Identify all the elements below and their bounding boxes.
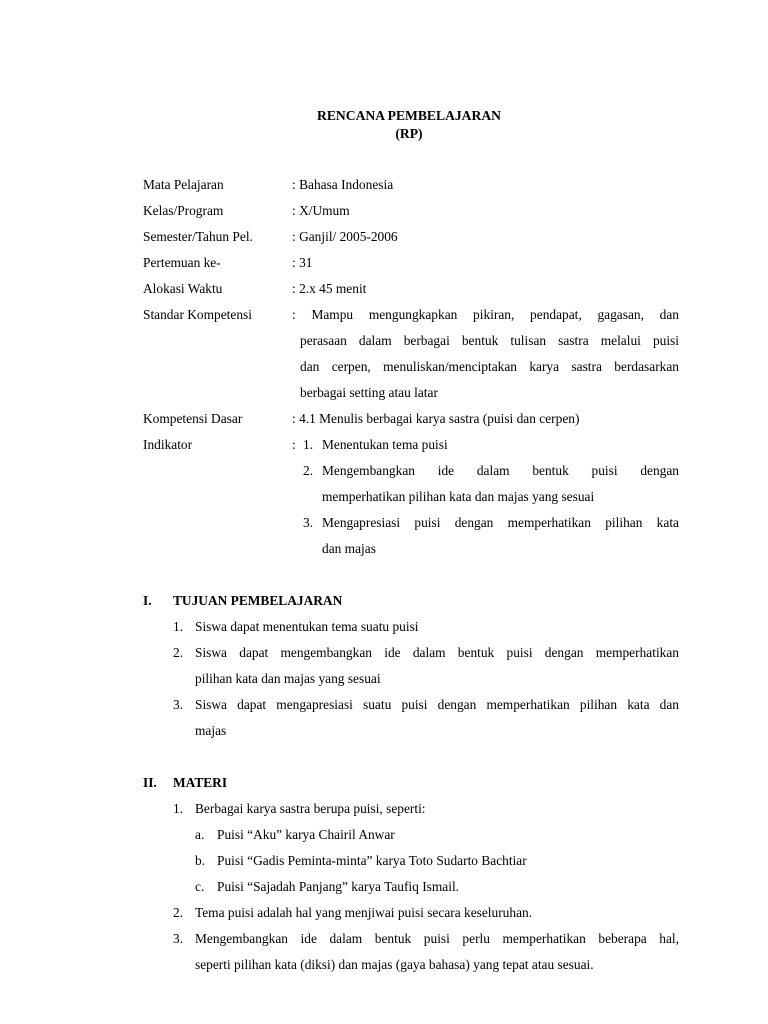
kompetensi-dasar-label: Kompetensi Dasar — [143, 411, 243, 426]
identity-label: Alokasi Waktu — [143, 281, 223, 296]
identity-value: : 31 — [292, 255, 313, 270]
identity-value: : Ganjil/ 2005-2006 — [292, 229, 398, 244]
standar-line: dan cerpen, menuliskan/menciptakan karya sastra berdasarkan — [300, 359, 679, 374]
indikator-number: 2. — [303, 463, 314, 478]
identity-row-class — [143, 203, 679, 223]
list-item: Siswa dapat menentukan tema suatu puisi — [195, 619, 419, 634]
list-item: seperti pilihan kata (diksi) dan majas (gaya bahasa) yang tepat atau sesuai. — [195, 957, 594, 972]
standar-line: berbagai setting atau latar — [300, 385, 438, 400]
list-number: 2. — [173, 905, 184, 920]
sublist-item: Puisi “Gadis Peminta-minta” karya Toto Sudarto Bachtiar — [217, 853, 527, 868]
identity-value: : X/Umum — [292, 203, 350, 218]
list-number: 3. — [173, 931, 184, 946]
sublist-letter: b. — [195, 853, 206, 868]
identity-label: Kelas/Program — [143, 203, 224, 218]
standar-label: Standar Kompetensi — [143, 307, 252, 322]
list-number: 2. — [173, 645, 184, 660]
indikator-text: dan majas — [322, 541, 376, 556]
list-number: 1. — [173, 619, 184, 634]
identity-label: Mata Pelajaran — [143, 177, 224, 192]
sublist-letter: c. — [195, 879, 205, 894]
standar-line: perasaan dalam berbagai bentuk tulisan sastra melalui puisi — [300, 333, 679, 348]
section-number: II. — [143, 775, 157, 790]
sublist-item: Puisi “Aku” karya Chairil Anwar — [217, 827, 395, 842]
identity-label: Semester/Tahun Pel. — [143, 229, 253, 244]
list-item: Berbagai karya sastra berupa puisi, seperti: — [195, 801, 426, 816]
indikator-colon: : — [292, 437, 296, 452]
identity-label: Pertemuan ke- — [143, 255, 221, 270]
section-number: I. — [143, 593, 152, 608]
indikator-text: Mengembangkan ide dalam bentuk puisi dengan — [322, 463, 679, 478]
list-item: Mengembangkan ide dalam bentuk puisi perlu memperhatikan beberapa hal, — [195, 931, 679, 946]
indikator-label: Indikator — [143, 437, 193, 452]
section-title: TUJUAN PEMBELAJARAN — [173, 593, 343, 608]
list-item: pilihan kata dan majas yang sesuai — [195, 671, 381, 686]
identity-row-subject — [143, 177, 679, 197]
indikator-text: Mengapresiasi puisi dengan memperhatikan pilihan kata — [322, 515, 679, 530]
list-item: majas — [195, 723, 227, 738]
indikator-text: memperhatikan pilihan kata dan majas yang sesuai — [322, 489, 595, 504]
indikator-number: 1. — [303, 437, 314, 452]
sublist-letter: a. — [195, 827, 205, 842]
document-title: RENCANA PEMBELAJARAN — [317, 108, 501, 123]
list-number: 1. — [173, 801, 184, 816]
list-number: 3. — [173, 697, 184, 712]
standar-line: : Mampu mengungkapkan pikiran, pendapat, gagasan, dan — [292, 307, 679, 322]
list-item: Siswa dapat mengembangkan ide dalam bentuk puisi dengan memperhatikan — [195, 645, 679, 660]
identity-value: : 2.x 45 menit — [292, 281, 367, 296]
list-item: Tema puisi adalah hal yang menjiwai puisi secara keseluruhan. — [195, 905, 533, 920]
kompetensi-dasar-value: : 4.1 Menulis berbagai karya sastra (puisi dan cerpen) — [292, 411, 580, 426]
identity-row-time — [143, 281, 679, 301]
list-item: Siswa dapat mengapresiasi suatu puisi dengan memperhatikan pilihan kata dan — [195, 697, 679, 712]
identity-row-semester — [143, 229, 679, 249]
indikator-text: Menentukan tema puisi — [322, 437, 448, 452]
section-title: MATERI — [173, 775, 228, 790]
document-subtitle: (RP) — [395, 126, 423, 141]
sublist-item: Puisi “Sajadah Panjang” karya Taufiq Ismail. — [217, 879, 460, 894]
identity-value: : Bahasa Indonesia — [292, 177, 394, 192]
identity-row-meeting — [143, 255, 679, 275]
indikator-number: 3. — [303, 515, 314, 530]
